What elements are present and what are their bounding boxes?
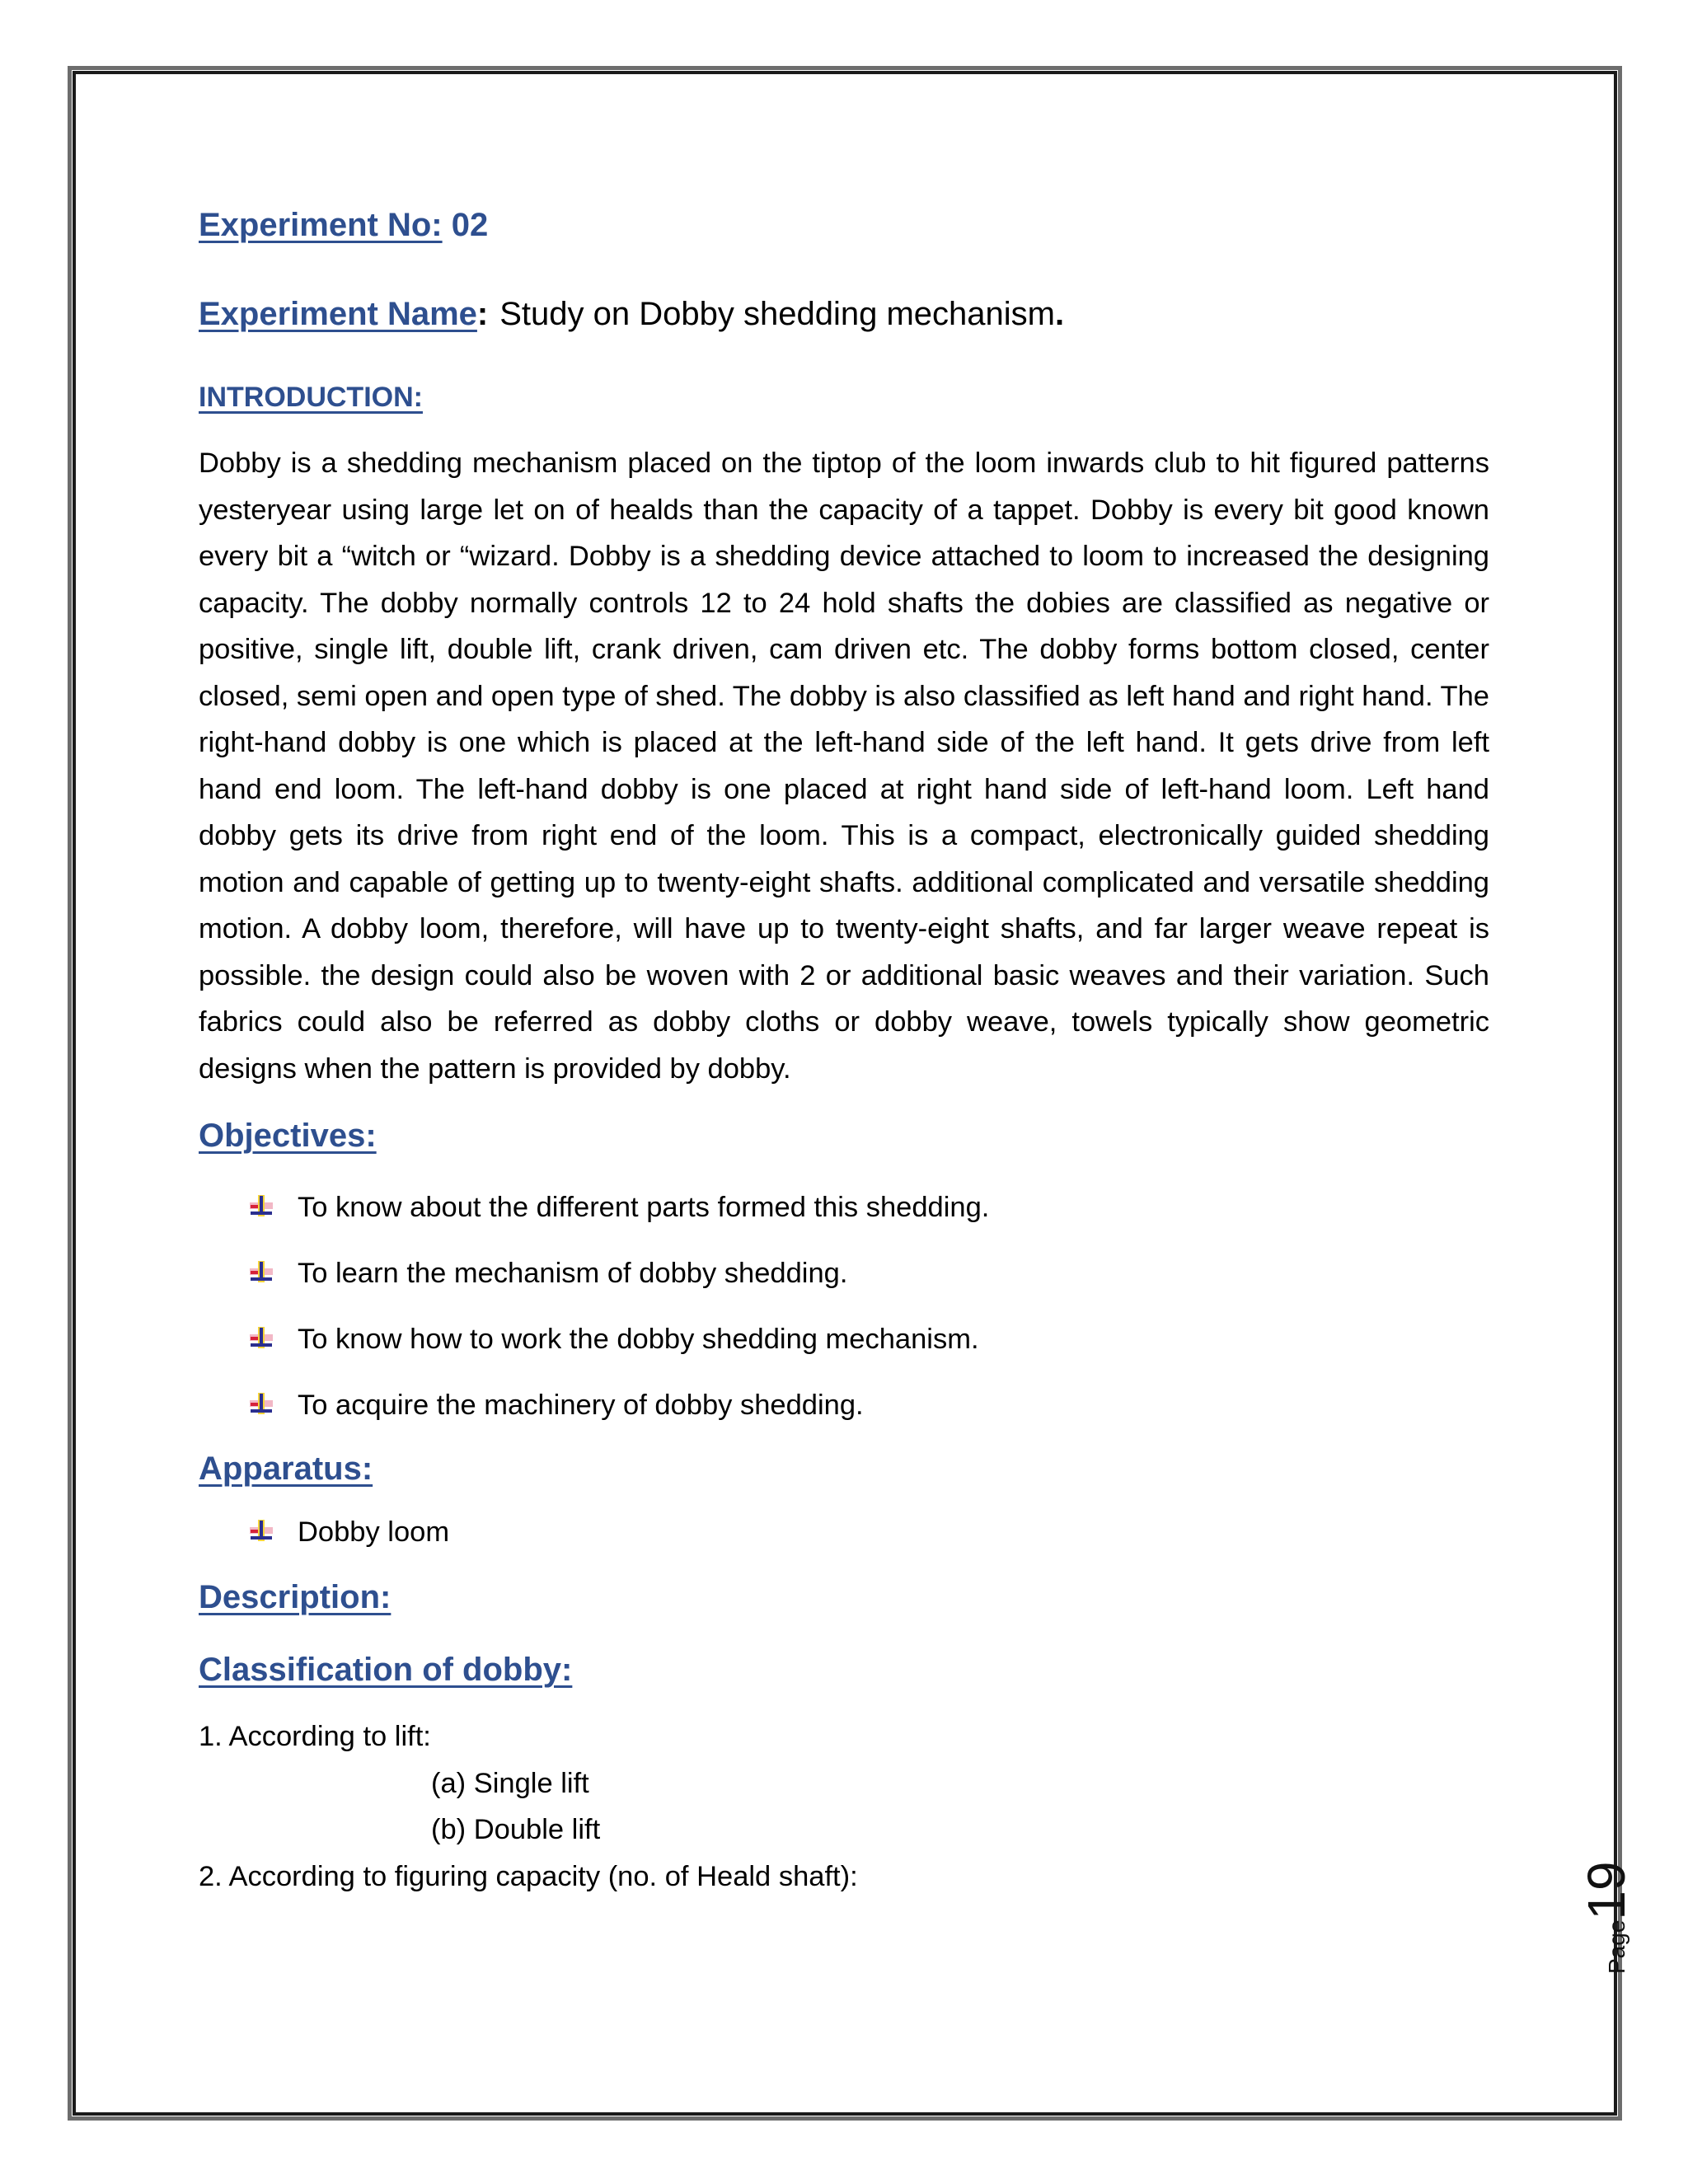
- list-item-text: To know how to work the dobby shedding mechanism.: [298, 1324, 979, 1355]
- description-heading-text: Description:: [199, 1579, 392, 1615]
- classification-list: [199, 1713, 1489, 1900]
- list-item-text: Dobby loom: [298, 1516, 450, 1548]
- experiment-name-period: .: [1054, 296, 1065, 332]
- description-heading: [199, 1572, 1489, 1623]
- introduction-paragraph: Dobby is a shedding mechanism placed on the tiptop of the loom inwards club to hit figured patterns yesteryear using large let on of healds than the capacity of a tappet. Dobby is every bit good known every bit a “witch or “wizard. Dobby is a shedding device attached to loom to increased the designing capacity. The dobby normally controls 12 to 24 hold shafts the dobies are classified as negative or positive, single lift, double lift, crank driven, cam driven etc. The dobby forms bottom closed, center closed, semi open and open type of shed. The dobby is also classified as left hand and right hand. The right-hand dobby is one which is placed at the left-hand side of the left hand. It gets drive from left hand end loom. The left-hand dobby is one placed at right hand side of left-hand loom. Left hand dobby gets its drive from right end of the loom. This is a compact, electronically guided shedding motion and capable of getting up to twenty-eight shafts. additional complicated and versatile shedding motion. A dobby loom, therefore, will have up to twenty-eight shafts, and far larger weave repeat is possible. the design could also be woven with 2 or additional basic weaves and their variation. Such fabrics could also be referred as dobby cloths or dobby weave, towels typically show geometric designs when the pattern is provided by dobby.: [199, 448, 1489, 1085]
- arrow-bullet-icon: [248, 1260, 274, 1286]
- page-number-value: 19: [1577, 1861, 1636, 1920]
- list-item-text: To acquire the machinery of dobby shedding.: [298, 1390, 864, 1421]
- list-item-text: To learn the mechanism of dobby shedding.: [298, 1258, 848, 1289]
- classification-heading: [199, 1644, 1489, 1695]
- document-body: [199, 198, 1489, 1900]
- experiment-number-value: 02: [451, 207, 489, 243]
- list-item: [199, 1372, 1489, 1438]
- classification-subline: (b) Double lift: [431, 1814, 601, 1845]
- page-number: [1576, 1861, 1636, 1982]
- arrow-bullet-icon: [248, 1519, 274, 1545]
- introduction-heading: [199, 373, 1489, 422]
- list-item: [199, 1240, 1489, 1306]
- arrow-bullet-icon: [248, 1326, 274, 1352]
- classification-heading-text: Classification of dobby:: [199, 1652, 573, 1688]
- apparatus-heading: [199, 1443, 1489, 1494]
- experiment-number: [199, 198, 1489, 252]
- experiment-number-label: Experiment No:: [199, 207, 443, 243]
- objectives-heading-text: Objectives:: [199, 1118, 377, 1154]
- list-item: [199, 1306, 1489, 1372]
- experiment-name-colon: :: [476, 296, 489, 332]
- list-item: [199, 1174, 1489, 1240]
- apparatus-list: [199, 1499, 1489, 1565]
- introduction-heading-text: INTRODUCTION:: [199, 382, 423, 413]
- experiment-name: [199, 287, 1489, 341]
- page-word: Page: [1604, 1919, 1629, 1974]
- arrow-bullet-icon: [248, 1194, 274, 1221]
- list-item: [199, 1499, 1489, 1565]
- classification-subline: (a) Single lift: [431, 1767, 589, 1799]
- list-item-text: To know about the different parts formed this shedding.: [298, 1192, 990, 1223]
- arrow-bullet-icon: [248, 1392, 274, 1418]
- classification-line: 1. According to lift:: [199, 1721, 431, 1752]
- objectives-list: [199, 1174, 1489, 1438]
- experiment-name-value: Study on Dobby shedding mechanism: [499, 296, 1055, 332]
- apparatus-heading-text: Apparatus:: [199, 1451, 373, 1487]
- classification-line: 2. According to figuring capacity (no. of Heald shaft):: [199, 1860, 858, 1892]
- objectives-heading: [199, 1110, 1489, 1161]
- experiment-name-label: Experiment Name: [199, 296, 477, 332]
